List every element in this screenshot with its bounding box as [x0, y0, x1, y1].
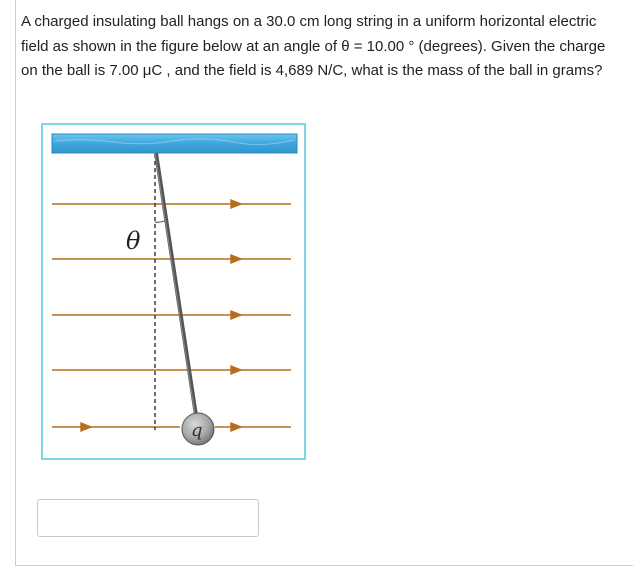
charge-label: q	[191, 420, 203, 441]
question-text: A charged insulating ball hangs on a 30.0 cm long string in a uniform horizontal electric field as shown in the figure below at an angle of θ = 10.00 ° (degrees). Given the charge on the ball is 7.00 μC , and the field is 4,689 N/C, what is the mass of the ball in grams?	[21, 13, 606, 79]
pendulum-figure	[41, 123, 306, 460]
field-arrow-5b	[231, 423, 241, 431]
theta-label: θ	[126, 227, 141, 255]
field-arrow-3	[231, 311, 241, 319]
field-arrow-4	[231, 366, 241, 374]
field-lines	[52, 200, 291, 431]
pendulum-diagram	[43, 125, 304, 458]
ceiling-bar	[52, 134, 297, 153]
field-arrow-2	[231, 255, 241, 263]
answer-input[interactable]	[37, 499, 259, 537]
field-arrow-5a	[81, 423, 91, 431]
field-arrow-1	[231, 200, 241, 208]
pendulum-string	[156, 153, 197, 422]
